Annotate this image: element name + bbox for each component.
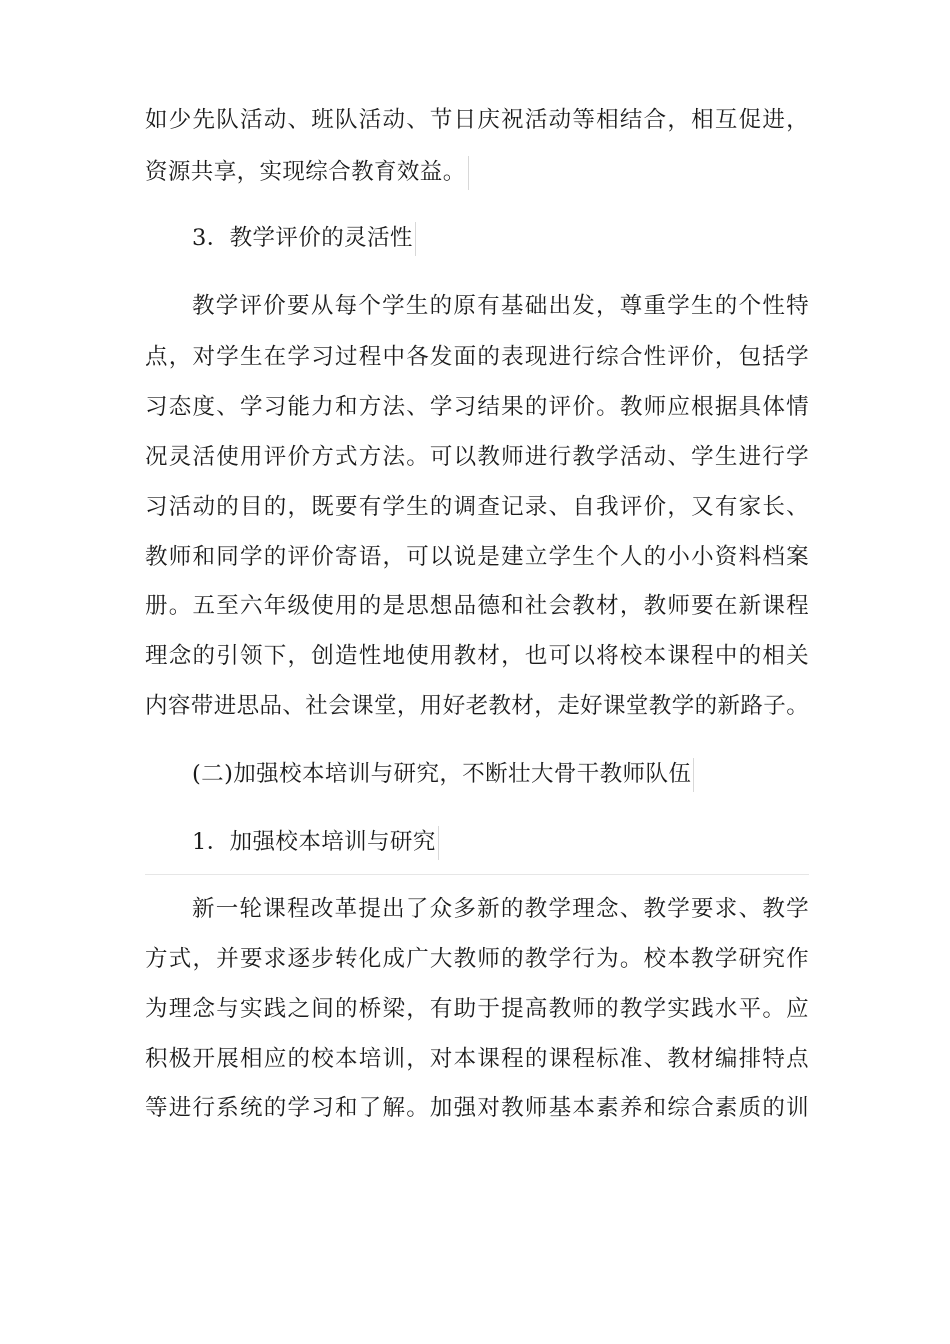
paragraph-line: 习态度、学习能力和方法、学习结果的评价。教师应根据具体情	[145, 394, 809, 420]
paragraph-line: 方式，并要求逐步转化成广大教师的教学行为。校本教学研究作	[145, 946, 809, 972]
paragraph-line: 教学评价要从每个学生的原有基础出发，尊重学生的个性特	[192, 293, 809, 319]
paragraph-line: 况灵活使用评价方式方法。可以教师进行教学活动、学生进行学	[145, 444, 809, 470]
section-heading: 3．教学评价的灵活性	[192, 218, 416, 258]
paragraph-line: 等进行系统的学习和了解。加强对教师基本素养和综合素质的训	[145, 1095, 809, 1121]
paragraph-line: 册。五至六年级使用的是思想品德和社会教材，教师要在新课程	[145, 593, 809, 619]
paragraph-line: 新一轮课程改革提出了众多新的教学理念、教学要求、教学	[192, 896, 809, 922]
paragraph-line: 习活动的目的，既要有学生的调查记录、自我评价，又有家长、	[145, 494, 809, 520]
paragraph-line: 理念的引领下，创造性地使用教材，也可以将校本课程中的相关	[145, 643, 809, 669]
paragraph-line: 积极开展相应的校本培训，对本课程的课程标准、教材编排特点	[145, 1046, 809, 1072]
paragraph-line: 点，对学生在学习过程中各发面的表现进行综合性评价，包括学	[145, 344, 809, 370]
subsection-heading: 1．加强校本培训与研究	[192, 822, 439, 862]
divider	[145, 874, 809, 875]
paragraph-line: 如少先队活动、班队活动、节日庆祝活动等相结合，相互促进，	[145, 107, 809, 133]
paragraph-line: 为理念与实践之间的桥梁，有助于提高教师的教学实践水平。应	[145, 996, 809, 1022]
paragraph-line: 教师和同学的评价寄语，可以说是建立学生个人的小小资料档案	[145, 544, 809, 570]
section-heading: (二)加强校本培训与研究，不断壮大骨干教师队伍	[192, 754, 694, 794]
paragraph-line: 内容带进思品、社会课堂，用好老教材，走好课堂教学的新路子。	[145, 693, 810, 719]
paragraph-line: 资源共享，实现综合教育效益。	[145, 152, 469, 192]
